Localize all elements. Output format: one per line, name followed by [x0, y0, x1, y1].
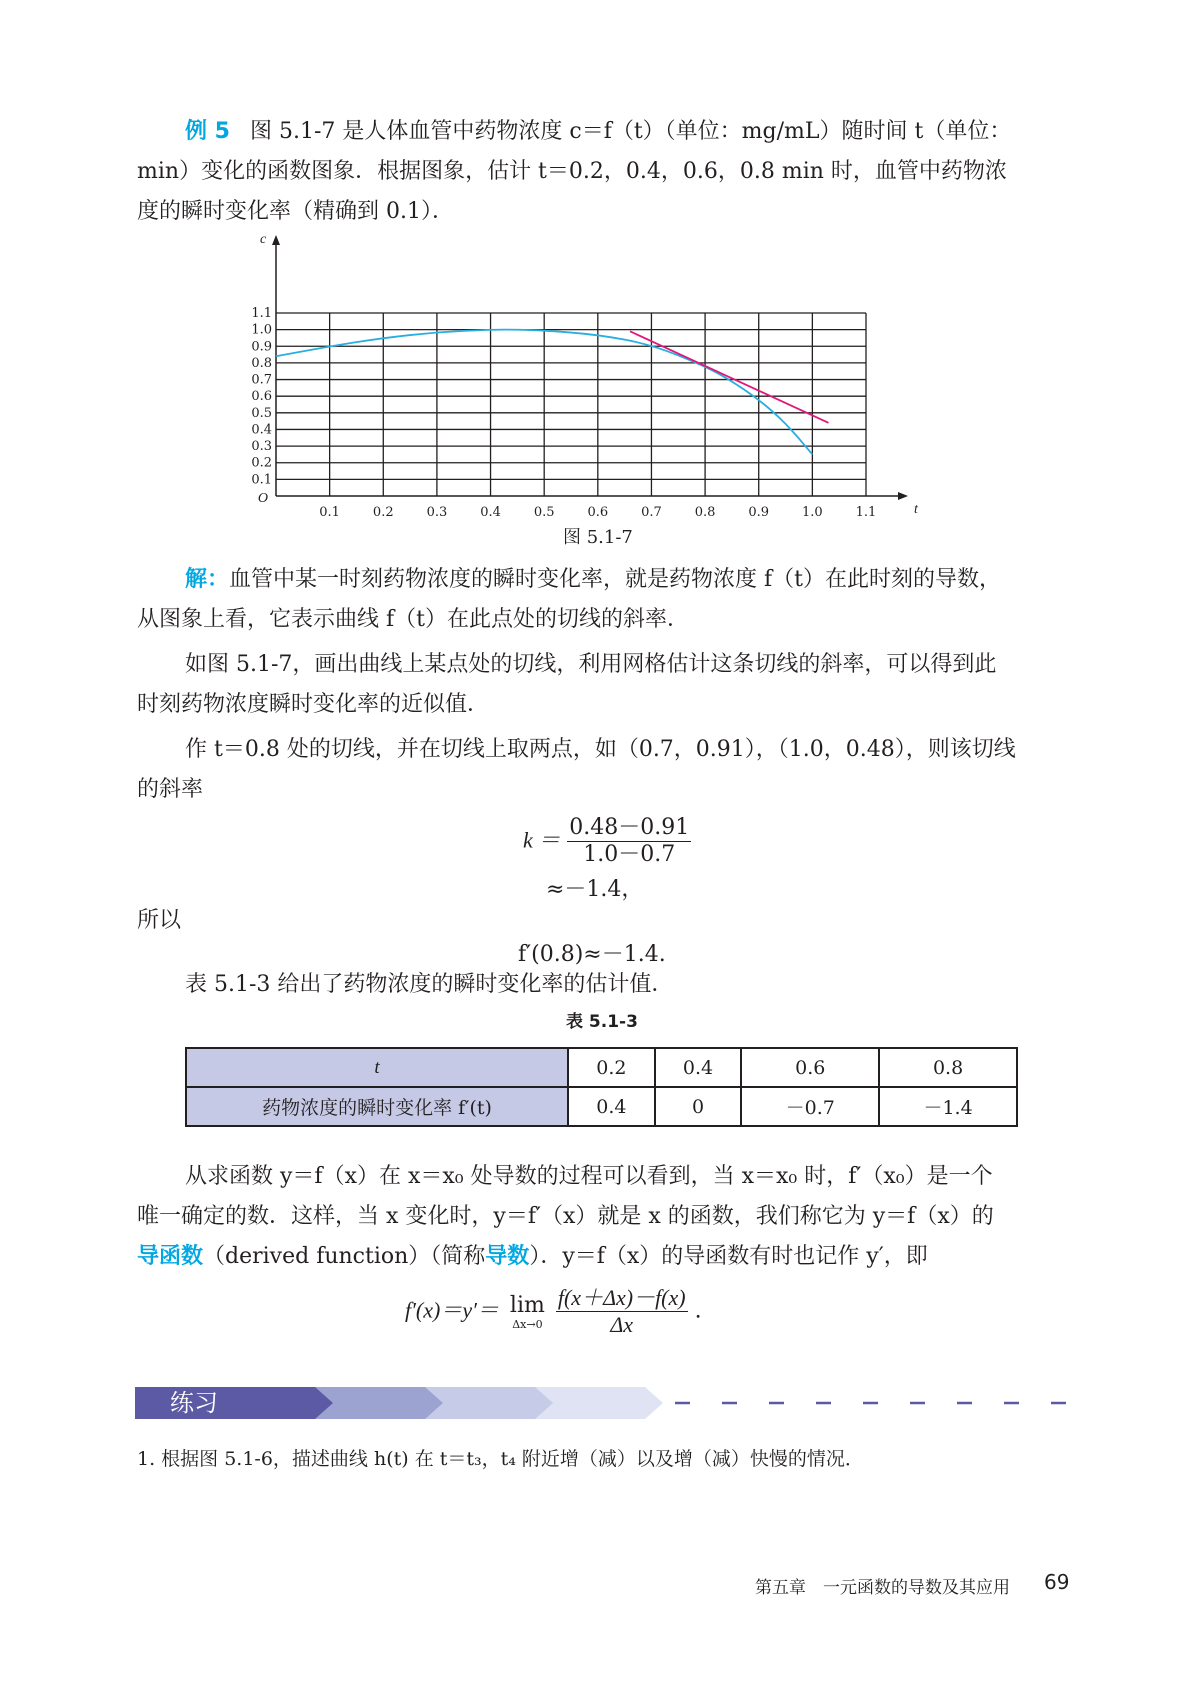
solution-para3-line1: 作 t＝0.8 处的切线，并在切线上取两点，如（0.7，0.91），（1.0，0.48），则该切线 — [185, 737, 1016, 762]
solution-text-1: 血管中某一时刻药物浓度的瞬时变化率，就是药物浓度 f（t）在此时刻的导数， — [229, 567, 1001, 592]
y-tick-label: 0.5 — [251, 405, 272, 421]
so-text: 所以 — [137, 908, 182, 933]
y-axis-arrow — [272, 235, 280, 245]
footer-chapter: 第五章 一元函数的导数及其应用 — [755, 1578, 1010, 1598]
y-axis-label: c — [260, 235, 267, 247]
example-line-3: 度的瞬时变化率（精确到 0.1）． — [137, 199, 454, 224]
concentration-chart — [230, 235, 960, 525]
lim-text: lim — [509, 1292, 545, 1318]
lim-subscript: Δx→0 — [512, 1317, 543, 1331]
table-header-rate: 药物浓度的瞬时变化率 f′(t) — [186, 1087, 568, 1126]
y-tick-label: 0.6 — [251, 389, 272, 405]
table-cell: 0 — [655, 1087, 742, 1126]
y-tick-label: 0.1 — [251, 472, 272, 488]
definition-line3-end: ）．y＝f（x）的导函数有时也记作 y′，即 — [529, 1244, 928, 1269]
y-tick-label: 0.4 — [251, 422, 272, 438]
example-line-1 — [185, 117, 1011, 147]
practice-header-bar — [135, 1385, 1075, 1421]
table-cell: 0.2 — [568, 1048, 655, 1087]
page-number: 69 — [1044, 1570, 1070, 1594]
table-cell: －0.7 — [741, 1087, 879, 1126]
table-cell: 0.4 — [655, 1048, 742, 1087]
origin-label: O — [257, 491, 268, 506]
solution-label: 解： — [185, 567, 230, 592]
x-tick-label: 0.5 — [533, 505, 555, 520]
definition-line-1: 从求函数 y＝f（x）在 x＝x₀ 处导数的过程可以看到，当 x＝x₀ 时，f′（x₀）是一个 — [185, 1164, 993, 1189]
tangent-line — [630, 331, 828, 423]
slope-denominator: 1.0－0.7 — [583, 842, 676, 867]
x-tick-label: 0.4 — [480, 505, 501, 520]
table-cell: 0.8 — [879, 1048, 1017, 1087]
y-tick-label: 0.9 — [251, 339, 272, 355]
solution-line-1 — [185, 565, 1001, 595]
slope-label: k ＝ — [523, 827, 561, 853]
definition-line3-mid: （derived function）（简称 — [203, 1244, 486, 1269]
x-tick-label: 0.9 — [748, 505, 770, 520]
solution-para2-line2: 时刻药物浓度瞬时变化率的近似值． — [137, 692, 490, 717]
practice-item-1: 1. 根据图 5.1-6，描述曲线 h(t) 在 t＝t₃，t₄ 附近增（减）以及增（减）快慢的情况． — [137, 1448, 864, 1470]
x-tick-label: 1.1 — [855, 505, 877, 520]
table-cell: 0.4 — [568, 1087, 655, 1126]
x-tick-label: 0.3 — [426, 505, 448, 520]
formula-end: . — [694, 1298, 702, 1324]
x-tick-label: 0.8 — [694, 505, 716, 520]
practice-title: 练习 — [170, 1389, 218, 1417]
x-tick-label: 0.1 — [319, 505, 340, 520]
figure-caption: 图 5.1-7 — [563, 527, 633, 548]
example-text-1: 图 5.1-7 是人体血管中药物浓度 c＝f（t）（单位：mg/mL）随时间 t（单位： — [249, 119, 1012, 144]
table-intro: 表 5.1-3 给出了药物浓度的瞬时变化率的估计值． — [185, 972, 674, 997]
x-tick-label: 0.6 — [587, 505, 609, 520]
table-cell: －1.4 — [879, 1087, 1017, 1126]
definition-line-2: 唯一确定的数．这样，当 x 变化时，y＝f′（x）就是 x 的函数，我们称它为 y＝f（x）的 — [137, 1204, 994, 1229]
y-tick-label: 1.1 — [251, 306, 272, 321]
term-derived-function: 导函数 — [137, 1244, 204, 1269]
slope-numerator: 0.48－0.91 — [569, 815, 690, 840]
definition-line-3 — [137, 1242, 928, 1272]
derivative-result: f′(0.8)≈－1.4. — [518, 942, 666, 967]
table-row — [186, 1087, 1017, 1126]
table-header-t: t — [186, 1048, 568, 1087]
rate-table — [185, 1047, 1018, 1127]
x-tick-label: 1.0 — [802, 505, 823, 520]
formula-left: f′(x)＝y′＝ — [405, 1297, 499, 1323]
y-tick-label: 1.0 — [251, 322, 272, 338]
solution-line-2: 从图象上看，它表示曲线 f（t）在此点处的切线的斜率． — [137, 607, 689, 632]
y-tick-label: 0.7 — [251, 372, 272, 388]
table-cell: 0.6 — [741, 1048, 879, 1087]
slope-approx: ≈－1.4， — [546, 877, 644, 902]
limit-operator — [510, 1293, 545, 1331]
slope-formula — [523, 815, 691, 868]
example-line-2: min）变化的函数图象．根据图象，估计 t＝0.2，0.4，0.6，0.8 min 时，血管中药物浓 — [137, 159, 1007, 184]
solution-para2-line1: 如图 5.1-7，画出曲线上某点处的切线，利用网格估计这条切线的斜率，可以得到此 — [185, 652, 997, 677]
table-title: 表 5.1-3 — [566, 1012, 638, 1032]
y-tick-label: 0.8 — [251, 355, 272, 371]
table-row — [186, 1048, 1017, 1087]
bar-segment — [135, 1387, 333, 1419]
formula-numerator: f(x＋Δx)－f(x) — [557, 1285, 686, 1310]
x-tick-label: 0.2 — [372, 505, 394, 520]
x-axis-arrow — [898, 492, 908, 500]
solution-para3-line2: 的斜率 — [137, 777, 204, 802]
slope-fraction — [567, 815, 691, 868]
term-derivative: 导数 — [485, 1244, 530, 1269]
formula-fraction — [556, 1285, 688, 1338]
example-label: 例 5 — [185, 119, 230, 144]
formula-denominator: Δx — [610, 1312, 634, 1337]
y-tick-label: 0.2 — [251, 455, 272, 471]
x-axis-label: t — [914, 502, 918, 517]
y-tick-label: 0.3 — [251, 439, 272, 455]
x-tick-label: 0.7 — [641, 505, 662, 520]
derivative-formula — [405, 1285, 702, 1338]
